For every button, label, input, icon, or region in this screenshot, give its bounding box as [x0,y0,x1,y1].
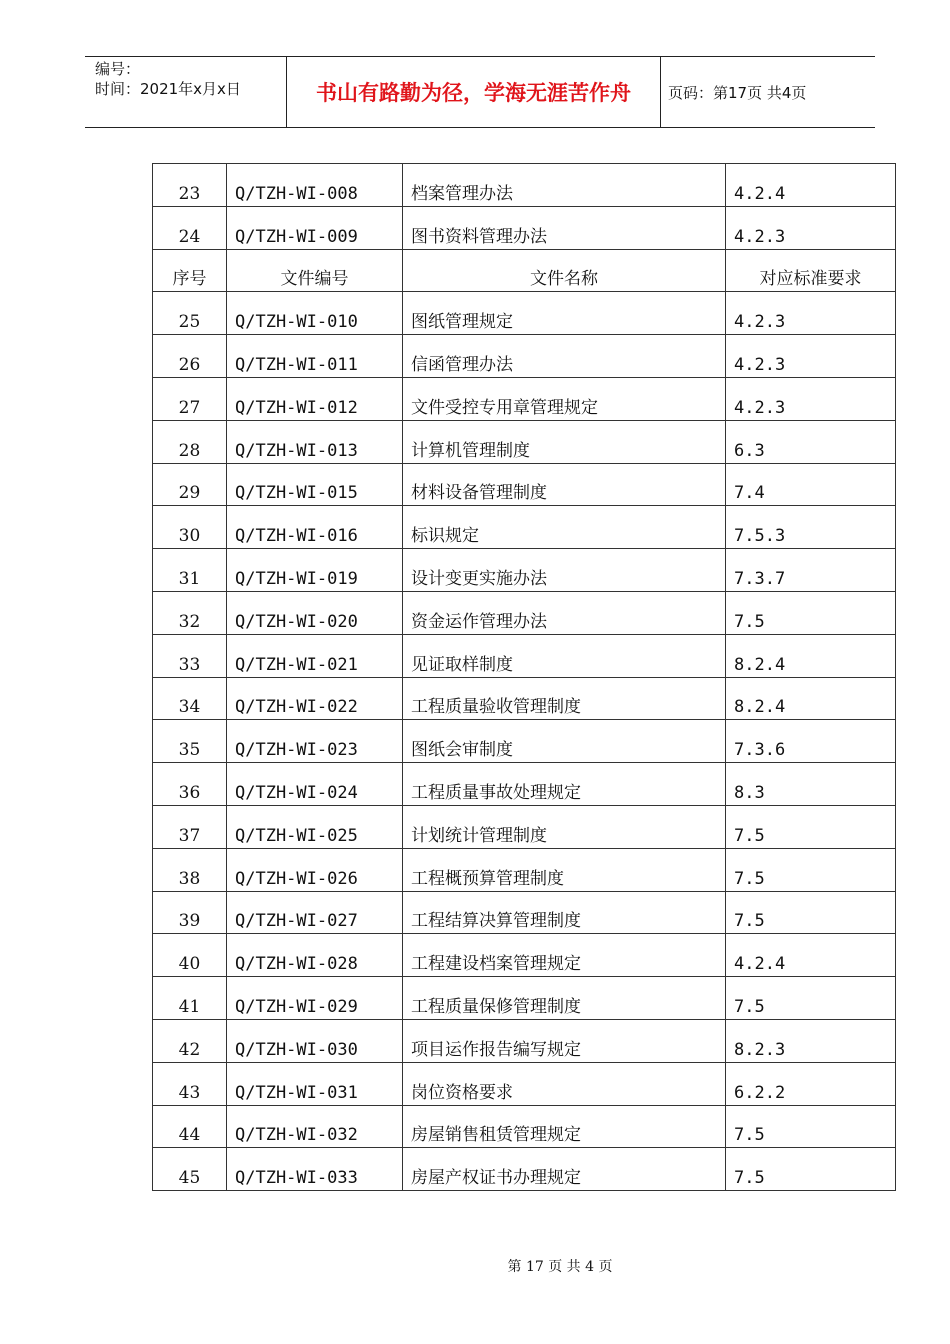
table-row [153,420,896,463]
cell-code: Q/TZH-WI-015 [227,463,403,506]
document-number-label: 编号： [95,60,141,78]
cell-seq: 42 [153,1019,227,1062]
cell-code: Q/TZH-WI-029 [227,977,403,1020]
header-code: 文件编号 [227,249,403,292]
cell-ref: 4.2.3 [726,377,896,420]
table-row [153,549,896,592]
table-row [153,805,896,848]
cell-code: Q/TZH-WI-032 [227,1105,403,1148]
cell-ref: 7.5.3 [726,506,896,549]
cell-name: 文件受控专用章管理规定 [403,377,726,420]
cell-name: 工程概预算管理制度 [403,848,726,891]
cell-name: 图书资料管理办法 [403,206,726,249]
cell-ref: 4.2.4 [726,164,896,207]
header-name: 文件名称 [403,249,726,292]
cell-ref: 7.3.7 [726,549,896,592]
table-header-group [153,249,896,292]
table-row [153,1062,896,1105]
cell-name: 档案管理办法 [403,164,726,207]
cell-ref: 7.5 [726,805,896,848]
table-row [153,463,896,506]
cell-ref: 7.4 [726,463,896,506]
table-row [153,335,896,378]
cell-code: Q/TZH-WI-013 [227,420,403,463]
cell-ref: 7.5 [726,891,896,934]
cell-code: Q/TZH-WI-010 [227,292,403,335]
cell-name: 见证取样制度 [403,634,726,677]
cell-seq: 25 [153,292,227,335]
header-meta [95,59,241,99]
cell-seq: 37 [153,805,227,848]
cell-seq: 38 [153,848,227,891]
cell-seq: 30 [153,506,227,549]
cell-ref: 7.5 [726,1105,896,1148]
table-row [153,506,896,549]
cell-code: Q/TZH-WI-016 [227,506,403,549]
cell-seq: 34 [153,677,227,720]
cell-ref: 7.5 [726,848,896,891]
cell-code: Q/TZH-WI-024 [227,763,403,806]
header-page-info: 页码：第17页 共4页 [668,83,807,102]
table-row [153,292,896,335]
cell-code: Q/TZH-WI-012 [227,377,403,420]
table-header-row [153,249,896,292]
header-ref: 对应标准要求 [726,249,896,292]
cell-name: 图纸管理规定 [403,292,726,335]
cell-ref: 6.2.2 [726,1062,896,1105]
cell-code: Q/TZH-WI-033 [227,1148,403,1191]
cell-seq: 26 [153,335,227,378]
table-row [153,164,896,207]
cell-name: 资金运作管理办法 [403,591,726,634]
cell-code: Q/TZH-WI-031 [227,1062,403,1105]
cell-code: Q/TZH-WI-026 [227,848,403,891]
cell-seq: 36 [153,763,227,806]
cell-name: 房屋销售租赁管理规定 [403,1105,726,1148]
table-row [153,891,896,934]
document-time-label: 时间：2021年x月x日 [95,80,241,98]
table-row [153,720,896,763]
cell-seq: 31 [153,549,227,592]
table-row [153,763,896,806]
cell-code: Q/TZH-WI-028 [227,934,403,977]
cell-seq: 39 [153,891,227,934]
cell-code: Q/TZH-WI-008 [227,164,403,207]
cell-code: Q/TZH-WI-011 [227,335,403,378]
cell-name: 设计变更实施办法 [403,549,726,592]
cell-ref: 4.2.3 [726,292,896,335]
document-list-table [152,163,896,1191]
cell-seq: 35 [153,720,227,763]
header-seq: 序号 [153,249,227,292]
cell-seq: 24 [153,206,227,249]
cell-name: 信函管理办法 [403,335,726,378]
page-footer: 第 17 页 共 4 页 [507,1259,613,1275]
page-header [85,56,875,128]
table-row [153,1019,896,1062]
cell-name: 项目运作报告编写规定 [403,1019,726,1062]
cell-name: 工程结算决算管理制度 [403,891,726,934]
cell-seq: 32 [153,591,227,634]
cell-ref: 4.2.3 [726,335,896,378]
cell-code: Q/TZH-WI-019 [227,549,403,592]
cell-ref: 8.2.3 [726,1019,896,1062]
cell-seq: 41 [153,977,227,1020]
cell-ref: 6.3 [726,420,896,463]
cell-code: Q/TZH-WI-030 [227,1019,403,1062]
cell-name: 工程质量保修管理制度 [403,977,726,1020]
cell-seq: 23 [153,164,227,207]
cell-ref: 7.5 [726,977,896,1020]
table-row [153,677,896,720]
cell-code: Q/TZH-WI-021 [227,634,403,677]
cell-ref: 8.2.4 [726,677,896,720]
table-row [153,1148,896,1191]
cell-name: 岗位资格要求 [403,1062,726,1105]
cell-name: 材料设备管理制度 [403,463,726,506]
cell-ref: 4.2.4 [726,934,896,977]
table-row [153,848,896,891]
cell-name: 工程建设档案管理规定 [403,934,726,977]
cell-ref: 8.2.4 [726,634,896,677]
cell-ref: 8.3 [726,763,896,806]
cell-code: Q/TZH-WI-022 [227,677,403,720]
table-rows-after-header [153,292,896,1191]
table-row [153,634,896,677]
cell-name: 计算机管理制度 [403,420,726,463]
table-row [153,934,896,977]
cell-name: 工程质量事故处理规定 [403,763,726,806]
cell-seq: 27 [153,377,227,420]
cell-name: 标识规定 [403,506,726,549]
cell-ref: 7.5 [726,591,896,634]
table-row [153,591,896,634]
cell-code: Q/TZH-WI-020 [227,591,403,634]
table-row [153,1105,896,1148]
cell-seq: 29 [153,463,227,506]
cell-name: 图纸会审制度 [403,720,726,763]
cell-seq: 44 [153,1105,227,1148]
cell-name: 计划统计管理制度 [403,805,726,848]
cell-code: Q/TZH-WI-009 [227,206,403,249]
cell-name: 房屋产权证书办理规定 [403,1148,726,1191]
cell-seq: 45 [153,1148,227,1191]
cell-seq: 40 [153,934,227,977]
table-rows-before-header [153,164,896,250]
cell-seq: 33 [153,634,227,677]
cell-ref: 7.5 [726,1148,896,1191]
cell-code: Q/TZH-WI-025 [227,805,403,848]
cell-ref: 7.3.6 [726,720,896,763]
cell-seq: 28 [153,420,227,463]
cell-seq: 43 [153,1062,227,1105]
header-motto: 书山有路勤为径，学海无涯苦作舟 [286,57,661,127]
table-row [153,206,896,249]
table-row [153,377,896,420]
cell-code: Q/TZH-WI-027 [227,891,403,934]
cell-ref: 4.2.3 [726,206,896,249]
cell-name: 工程质量验收管理制度 [403,677,726,720]
table-row [153,977,896,1020]
cell-code: Q/TZH-WI-023 [227,720,403,763]
